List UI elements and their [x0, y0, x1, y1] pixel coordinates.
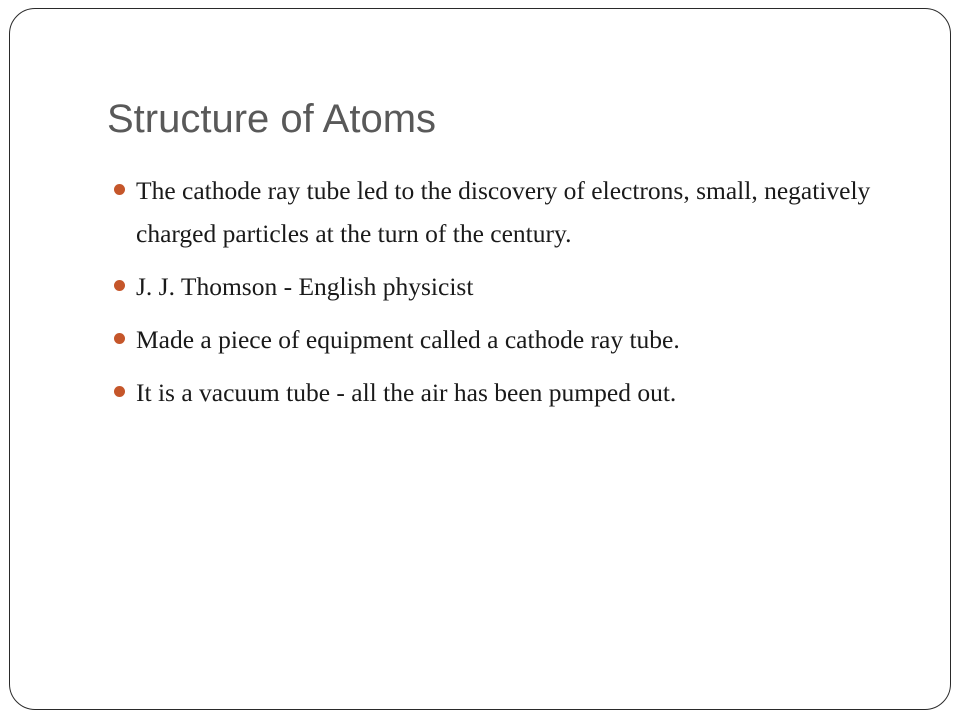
bullet-dot-icon — [114, 333, 125, 344]
bullet-dot-icon — [114, 386, 125, 397]
bullet-dot-icon — [114, 184, 125, 195]
bullet-text: J. J. Thomson - English physicist — [136, 272, 474, 301]
bullet-item — [136, 169, 896, 255]
bullet-text: The cathode ray tube led to the discovery of electrons, small, negatively charged particles at the turn of the century. — [136, 176, 871, 248]
bullet-dot-icon — [114, 280, 125, 291]
bullet-text: Made a piece of equipment called a cathode ray tube. — [136, 325, 680, 354]
bullet-text: It is a vacuum tube - all the air has been pumped out. — [136, 378, 677, 407]
bullet-item — [136, 318, 896, 361]
bullet-item — [136, 265, 896, 308]
slide-frame — [9, 8, 951, 710]
bullet-item — [136, 371, 896, 414]
slide-title: Structure of Atoms — [107, 97, 437, 141]
bullet-list — [136, 169, 896, 424]
